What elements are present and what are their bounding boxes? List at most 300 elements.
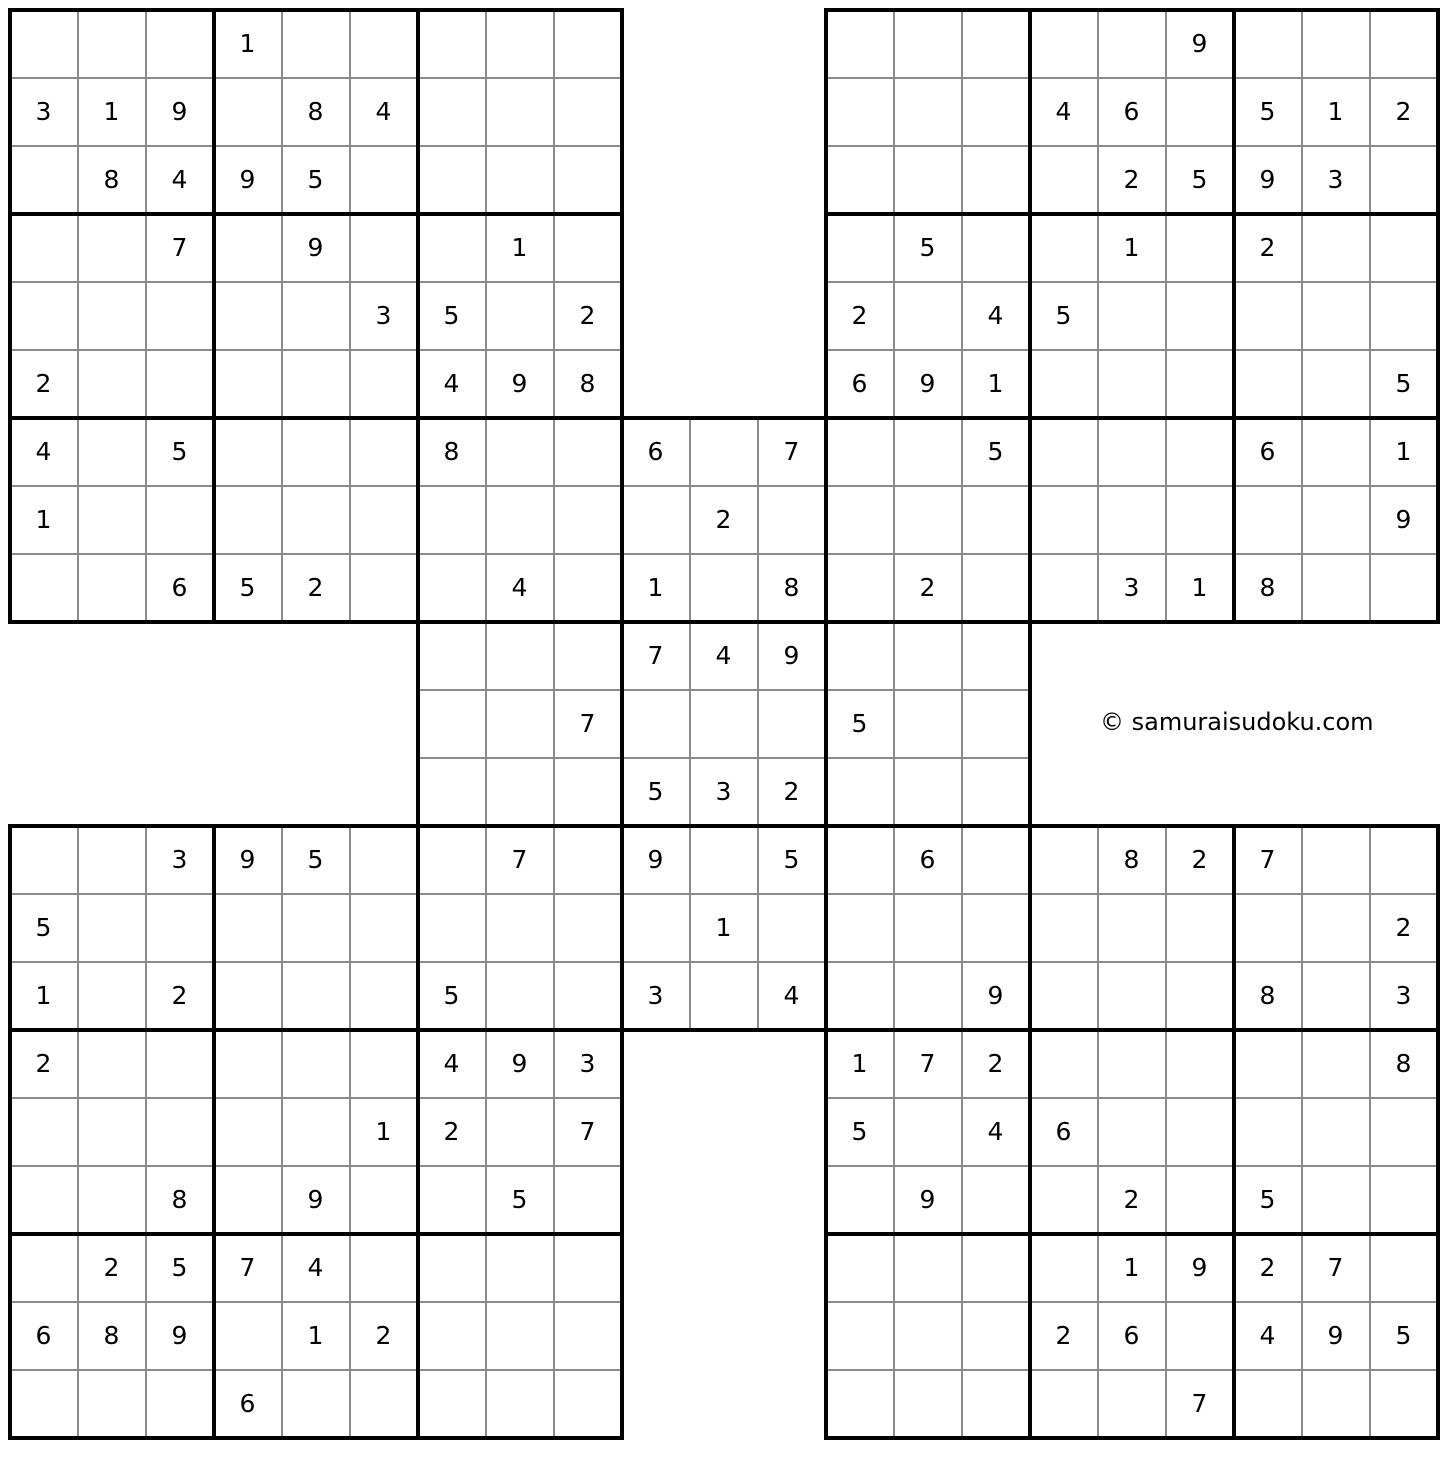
given-digit-cell[interactable]: 5 (851, 1117, 868, 1146)
empty-cell[interactable] (1030, 10, 1097, 77)
given-digit-cell[interactable]: 3 (1395, 981, 1412, 1010)
empty-cell[interactable] (826, 962, 893, 1029)
given-digit-cell[interactable]: 2 (1259, 233, 1276, 262)
empty-cell[interactable] (894, 1302, 961, 1369)
empty-cell[interactable] (826, 1302, 893, 1369)
given-digit-cell[interactable]: 7 (239, 1253, 256, 1282)
empty-cell[interactable] (1030, 1370, 1097, 1437)
empty-cell[interactable] (826, 1370, 893, 1437)
empty-cell[interactable] (1030, 1030, 1097, 1097)
empty-cell[interactable] (146, 1098, 213, 1165)
empty-cell[interactable] (78, 10, 145, 77)
empty-cell[interactable] (1166, 214, 1233, 281)
given-digit-cell[interactable]: 5 (851, 709, 868, 738)
empty-cell[interactable] (10, 1098, 77, 1165)
empty-cell[interactable] (962, 826, 1029, 893)
empty-cell[interactable] (894, 962, 961, 1029)
given-digit-cell[interactable]: 8 (1259, 981, 1276, 1010)
empty-cell[interactable] (10, 826, 77, 893)
empty-cell[interactable] (894, 1098, 961, 1165)
empty-cell[interactable] (78, 350, 145, 417)
empty-cell[interactable] (1234, 486, 1301, 553)
given-digit-cell[interactable]: 5 (1395, 1321, 1412, 1350)
given-digit-cell[interactable]: 9 (919, 1185, 936, 1214)
given-digit-cell[interactable]: 4 (987, 301, 1004, 330)
given-digit-cell[interactable]: 1 (1123, 233, 1140, 262)
empty-cell[interactable] (962, 78, 1029, 145)
empty-cell[interactable] (1030, 554, 1097, 621)
empty-cell[interactable] (486, 10, 553, 77)
empty-cell[interactable] (10, 282, 77, 349)
empty-cell[interactable] (214, 1302, 281, 1369)
empty-cell[interactable] (826, 894, 893, 961)
empty-cell[interactable] (826, 758, 893, 825)
empty-cell[interactable] (826, 554, 893, 621)
given-digit-cell[interactable]: 3 (1327, 165, 1344, 194)
empty-cell[interactable] (894, 282, 961, 349)
given-digit-cell[interactable]: 4 (171, 165, 188, 194)
empty-cell[interactable] (690, 962, 757, 1029)
empty-cell[interactable] (486, 690, 553, 757)
given-digit-cell[interactable]: 7 (579, 1117, 596, 1146)
empty-cell[interactable] (350, 1030, 417, 1097)
given-digit-cell[interactable]: 7 (919, 1049, 936, 1078)
empty-cell[interactable] (282, 10, 349, 77)
empty-cell[interactable] (1302, 486, 1369, 553)
empty-cell[interactable] (690, 826, 757, 893)
empty-cell[interactable] (1166, 1166, 1233, 1233)
empty-cell[interactable] (350, 10, 417, 77)
empty-cell[interactable] (826, 214, 893, 281)
empty-cell[interactable] (486, 282, 553, 349)
empty-cell[interactable] (78, 1098, 145, 1165)
given-digit-cell[interactable]: 9 (239, 845, 256, 874)
empty-cell[interactable] (690, 554, 757, 621)
empty-cell[interactable] (554, 758, 621, 825)
given-digit-cell[interactable]: 4 (783, 981, 800, 1010)
empty-cell[interactable] (146, 350, 213, 417)
empty-cell[interactable] (1370, 1098, 1437, 1165)
given-digit-cell[interactable]: 1 (987, 369, 1004, 398)
given-digit-cell[interactable]: 1 (851, 1049, 868, 1078)
given-digit-cell[interactable]: 2 (171, 981, 188, 1010)
empty-cell[interactable] (282, 962, 349, 1029)
empty-cell[interactable] (1370, 214, 1437, 281)
empty-cell[interactable] (826, 1234, 893, 1301)
empty-cell[interactable] (1098, 486, 1165, 553)
given-digit-cell[interactable]: 7 (647, 641, 664, 670)
given-digit-cell[interactable]: 1 (715, 913, 732, 942)
empty-cell[interactable] (418, 690, 485, 757)
empty-cell[interactable] (78, 962, 145, 1029)
empty-cell[interactable] (1234, 10, 1301, 77)
empty-cell[interactable] (418, 554, 485, 621)
empty-cell[interactable] (1030, 486, 1097, 553)
given-digit-cell[interactable]: 4 (375, 97, 392, 126)
empty-cell[interactable] (1030, 962, 1097, 1029)
empty-cell[interactable] (554, 894, 621, 961)
given-digit-cell[interactable]: 3 (35, 97, 52, 126)
empty-cell[interactable] (78, 418, 145, 485)
given-digit-cell[interactable]: 5 (1395, 369, 1412, 398)
given-digit-cell[interactable]: 5 (307, 165, 324, 194)
given-digit-cell[interactable]: 3 (579, 1049, 596, 1078)
empty-cell[interactable] (418, 10, 485, 77)
empty-cell[interactable] (1098, 894, 1165, 961)
empty-cell[interactable] (1234, 1030, 1301, 1097)
empty-cell[interactable] (350, 894, 417, 961)
empty-cell[interactable] (350, 554, 417, 621)
given-digit-cell[interactable]: 8 (103, 1321, 120, 1350)
given-digit-cell[interactable]: 9 (307, 233, 324, 262)
empty-cell[interactable] (1098, 1030, 1165, 1097)
empty-cell[interactable] (826, 146, 893, 213)
given-digit-cell[interactable]: 2 (1259, 1253, 1276, 1282)
empty-cell[interactable] (826, 1166, 893, 1233)
given-digit-cell[interactable]: 1 (35, 505, 52, 534)
empty-cell[interactable] (146, 486, 213, 553)
empty-cell[interactable] (418, 622, 485, 689)
given-digit-cell[interactable]: 6 (1123, 1321, 1140, 1350)
empty-cell[interactable] (418, 894, 485, 961)
empty-cell[interactable] (1370, 1166, 1437, 1233)
empty-cell[interactable] (486, 962, 553, 1029)
empty-cell[interactable] (554, 1166, 621, 1233)
given-digit-cell[interactable]: 9 (171, 1321, 188, 1350)
empty-cell[interactable] (1302, 826, 1369, 893)
empty-cell[interactable] (1370, 10, 1437, 77)
given-digit-cell[interactable]: 8 (103, 165, 120, 194)
empty-cell[interactable] (894, 1370, 961, 1437)
given-digit-cell[interactable]: 2 (919, 573, 936, 602)
empty-cell[interactable] (1370, 146, 1437, 213)
given-digit-cell[interactable]: 8 (171, 1185, 188, 1214)
empty-cell[interactable] (1234, 1098, 1301, 1165)
empty-cell[interactable] (10, 1234, 77, 1301)
empty-cell[interactable] (146, 894, 213, 961)
empty-cell[interactable] (282, 1098, 349, 1165)
given-digit-cell[interactable]: 9 (171, 97, 188, 126)
empty-cell[interactable] (78, 214, 145, 281)
empty-cell[interactable] (350, 146, 417, 213)
given-digit-cell[interactable]: 6 (1123, 97, 1140, 126)
empty-cell[interactable] (214, 1030, 281, 1097)
empty-cell[interactable] (214, 962, 281, 1029)
given-digit-cell[interactable]: 1 (103, 97, 120, 126)
given-digit-cell[interactable]: 2 (783, 777, 800, 806)
given-digit-cell[interactable]: 6 (647, 437, 664, 466)
given-digit-cell[interactable]: 2 (35, 1049, 52, 1078)
empty-cell[interactable] (962, 758, 1029, 825)
empty-cell[interactable] (1370, 826, 1437, 893)
empty-cell[interactable] (1030, 894, 1097, 961)
given-digit-cell[interactable]: 7 (579, 709, 596, 738)
given-digit-cell[interactable]: 9 (919, 369, 936, 398)
empty-cell[interactable] (214, 214, 281, 281)
given-digit-cell[interactable]: 8 (1395, 1049, 1412, 1078)
empty-cell[interactable] (894, 1234, 961, 1301)
empty-cell[interactable] (418, 826, 485, 893)
empty-cell[interactable] (78, 826, 145, 893)
given-digit-cell[interactable]: 2 (103, 1253, 120, 1282)
empty-cell[interactable] (1166, 1302, 1233, 1369)
empty-cell[interactable] (622, 486, 689, 553)
empty-cell[interactable] (1166, 1098, 1233, 1165)
empty-cell[interactable] (350, 486, 417, 553)
empty-cell[interactable] (1302, 894, 1369, 961)
empty-cell[interactable] (486, 146, 553, 213)
empty-cell[interactable] (418, 1302, 485, 1369)
empty-cell[interactable] (894, 622, 961, 689)
empty-cell[interactable] (1370, 554, 1437, 621)
given-digit-cell[interactable]: 3 (375, 301, 392, 330)
empty-cell[interactable] (350, 418, 417, 485)
empty-cell[interactable] (622, 894, 689, 961)
empty-cell[interactable] (282, 1370, 349, 1437)
empty-cell[interactable] (418, 1234, 485, 1301)
empty-cell[interactable] (10, 214, 77, 281)
given-digit-cell[interactable]: 5 (987, 437, 1004, 466)
empty-cell[interactable] (10, 10, 77, 77)
empty-cell[interactable] (962, 10, 1029, 77)
given-digit-cell[interactable]: 6 (1259, 437, 1276, 466)
empty-cell[interactable] (554, 554, 621, 621)
given-digit-cell[interactable]: 6 (35, 1321, 52, 1350)
empty-cell[interactable] (1302, 1166, 1369, 1233)
given-digit-cell[interactable]: 4 (715, 641, 732, 670)
empty-cell[interactable] (554, 146, 621, 213)
empty-cell[interactable] (418, 146, 485, 213)
given-digit-cell[interactable]: 5 (919, 233, 936, 262)
given-digit-cell[interactable]: 5 (443, 981, 460, 1010)
given-digit-cell[interactable]: 5 (1055, 301, 1072, 330)
empty-cell[interactable] (826, 622, 893, 689)
empty-cell[interactable] (282, 486, 349, 553)
given-digit-cell[interactable]: 5 (783, 845, 800, 874)
given-digit-cell[interactable]: 1 (511, 233, 528, 262)
given-digit-cell[interactable]: 8 (783, 573, 800, 602)
empty-cell[interactable] (486, 758, 553, 825)
given-digit-cell[interactable]: 1 (239, 29, 256, 58)
given-digit-cell[interactable]: 5 (307, 845, 324, 874)
empty-cell[interactable] (1302, 418, 1369, 485)
empty-cell[interactable] (214, 1166, 281, 1233)
empty-cell[interactable] (554, 486, 621, 553)
empty-cell[interactable] (894, 894, 961, 961)
empty-cell[interactable] (350, 350, 417, 417)
empty-cell[interactable] (78, 1166, 145, 1233)
empty-cell[interactable] (1370, 1370, 1437, 1437)
empty-cell[interactable] (1098, 1098, 1165, 1165)
given-digit-cell[interactable]: 3 (171, 845, 188, 874)
given-digit-cell[interactable]: 2 (443, 1117, 460, 1146)
empty-cell[interactable] (486, 486, 553, 553)
given-digit-cell[interactable]: 6 (171, 573, 188, 602)
given-digit-cell[interactable]: 1 (1123, 1253, 1140, 1282)
empty-cell[interactable] (214, 282, 281, 349)
given-digit-cell[interactable]: 3 (715, 777, 732, 806)
given-digit-cell[interactable]: 4 (443, 369, 460, 398)
empty-cell[interactable] (350, 214, 417, 281)
empty-cell[interactable] (10, 1166, 77, 1233)
empty-cell[interactable] (418, 1166, 485, 1233)
empty-cell[interactable] (554, 214, 621, 281)
empty-cell[interactable] (962, 554, 1029, 621)
given-digit-cell[interactable]: 2 (1123, 1185, 1140, 1214)
empty-cell[interactable] (962, 1166, 1029, 1233)
empty-cell[interactable] (282, 1030, 349, 1097)
empty-cell[interactable] (962, 1234, 1029, 1301)
empty-cell[interactable] (826, 418, 893, 485)
empty-cell[interactable] (554, 1370, 621, 1437)
empty-cell[interactable] (554, 1302, 621, 1369)
empty-cell[interactable] (1098, 350, 1165, 417)
empty-cell[interactable] (1030, 418, 1097, 485)
empty-cell[interactable] (826, 78, 893, 145)
empty-cell[interactable] (146, 1030, 213, 1097)
empty-cell[interactable] (1098, 418, 1165, 485)
empty-cell[interactable] (758, 690, 825, 757)
given-digit-cell[interactable]: 7 (511, 845, 528, 874)
empty-cell[interactable] (826, 486, 893, 553)
empty-cell[interactable] (282, 350, 349, 417)
given-digit-cell[interactable]: 9 (511, 369, 528, 398)
given-digit-cell[interactable]: 3 (1123, 573, 1140, 602)
empty-cell[interactable] (962, 894, 1029, 961)
given-digit-cell[interactable]: 1 (1395, 437, 1412, 466)
empty-cell[interactable] (146, 1370, 213, 1437)
empty-cell[interactable] (214, 894, 281, 961)
given-digit-cell[interactable]: 8 (1123, 845, 1140, 874)
given-digit-cell[interactable]: 9 (1191, 29, 1208, 58)
given-digit-cell[interactable]: 2 (1191, 845, 1208, 874)
given-digit-cell[interactable]: 5 (239, 573, 256, 602)
given-digit-cell[interactable]: 5 (171, 1253, 188, 1282)
given-digit-cell[interactable]: 1 (375, 1117, 392, 1146)
given-digit-cell[interactable]: 2 (987, 1049, 1004, 1078)
given-digit-cell[interactable]: 4 (307, 1253, 324, 1282)
given-digit-cell[interactable]: 5 (1259, 97, 1276, 126)
empty-cell[interactable] (1302, 554, 1369, 621)
empty-cell[interactable] (1166, 282, 1233, 349)
given-digit-cell[interactable]: 2 (1055, 1321, 1072, 1350)
empty-cell[interactable] (486, 78, 553, 145)
empty-cell[interactable] (1370, 282, 1437, 349)
empty-cell[interactable] (1030, 1166, 1097, 1233)
given-digit-cell[interactable]: 4 (443, 1049, 460, 1078)
empty-cell[interactable] (894, 146, 961, 213)
empty-cell[interactable] (1302, 1030, 1369, 1097)
empty-cell[interactable] (554, 826, 621, 893)
empty-cell[interactable] (1030, 146, 1097, 213)
empty-cell[interactable] (418, 78, 485, 145)
empty-cell[interactable] (1302, 1370, 1369, 1437)
given-digit-cell[interactable]: 6 (239, 1389, 256, 1418)
empty-cell[interactable] (1098, 10, 1165, 77)
given-digit-cell[interactable]: 6 (919, 845, 936, 874)
given-digit-cell[interactable]: 7 (1191, 1389, 1208, 1418)
empty-cell[interactable] (1030, 350, 1097, 417)
given-digit-cell[interactable]: 5 (1191, 165, 1208, 194)
empty-cell[interactable] (894, 418, 961, 485)
empty-cell[interactable] (1302, 214, 1369, 281)
empty-cell[interactable] (1302, 350, 1369, 417)
given-digit-cell[interactable]: 9 (987, 981, 1004, 1010)
given-digit-cell[interactable]: 5 (647, 777, 664, 806)
empty-cell[interactable] (1030, 826, 1097, 893)
empty-cell[interactable] (282, 418, 349, 485)
given-digit-cell[interactable]: 8 (1259, 573, 1276, 602)
given-digit-cell[interactable]: 6 (851, 369, 868, 398)
given-digit-cell[interactable]: 9 (1259, 165, 1276, 194)
empty-cell[interactable] (690, 418, 757, 485)
given-digit-cell[interactable]: 9 (239, 165, 256, 194)
empty-cell[interactable] (10, 1370, 77, 1437)
empty-cell[interactable] (214, 1098, 281, 1165)
empty-cell[interactable] (486, 1302, 553, 1369)
given-digit-cell[interactable]: 9 (783, 641, 800, 670)
empty-cell[interactable] (350, 1370, 417, 1437)
empty-cell[interactable] (1234, 1370, 1301, 1437)
empty-cell[interactable] (78, 1370, 145, 1437)
given-digit-cell[interactable]: 2 (579, 301, 596, 330)
empty-cell[interactable] (554, 962, 621, 1029)
empty-cell[interactable] (1234, 894, 1301, 961)
given-digit-cell[interactable]: 4 (1259, 1321, 1276, 1350)
given-digit-cell[interactable]: 1 (1327, 97, 1344, 126)
empty-cell[interactable] (758, 486, 825, 553)
given-digit-cell[interactable]: 9 (307, 1185, 324, 1214)
empty-cell[interactable] (758, 894, 825, 961)
empty-cell[interactable] (554, 622, 621, 689)
given-digit-cell[interactable]: 7 (1327, 1253, 1344, 1282)
given-digit-cell[interactable]: 8 (579, 369, 596, 398)
empty-cell[interactable] (962, 214, 1029, 281)
given-digit-cell[interactable]: 1 (307, 1321, 324, 1350)
empty-cell[interactable] (350, 1234, 417, 1301)
given-digit-cell[interactable]: 9 (647, 845, 664, 874)
empty-cell[interactable] (350, 1166, 417, 1233)
empty-cell[interactable] (1098, 962, 1165, 1029)
empty-cell[interactable] (962, 690, 1029, 757)
given-digit-cell[interactable]: 1 (647, 573, 664, 602)
empty-cell[interactable] (1302, 10, 1369, 77)
given-digit-cell[interactable]: 8 (443, 437, 460, 466)
empty-cell[interactable] (350, 826, 417, 893)
given-digit-cell[interactable]: 6 (1055, 1117, 1072, 1146)
empty-cell[interactable] (554, 1234, 621, 1301)
given-digit-cell[interactable]: 8 (307, 97, 324, 126)
empty-cell[interactable] (554, 78, 621, 145)
empty-cell[interactable] (962, 622, 1029, 689)
empty-cell[interactable] (282, 282, 349, 349)
empty-cell[interactable] (1166, 78, 1233, 145)
empty-cell[interactable] (1098, 282, 1165, 349)
empty-cell[interactable] (78, 282, 145, 349)
empty-cell[interactable] (10, 146, 77, 213)
given-digit-cell[interactable]: 2 (35, 369, 52, 398)
empty-cell[interactable] (962, 146, 1029, 213)
empty-cell[interactable] (418, 486, 485, 553)
given-digit-cell[interactable]: 9 (1327, 1321, 1344, 1350)
empty-cell[interactable] (486, 894, 553, 961)
given-digit-cell[interactable]: 2 (1123, 165, 1140, 194)
empty-cell[interactable] (78, 486, 145, 553)
empty-cell[interactable] (214, 350, 281, 417)
empty-cell[interactable] (1234, 350, 1301, 417)
given-digit-cell[interactable]: 1 (1191, 573, 1208, 602)
given-digit-cell[interactable]: 9 (1395, 505, 1412, 534)
